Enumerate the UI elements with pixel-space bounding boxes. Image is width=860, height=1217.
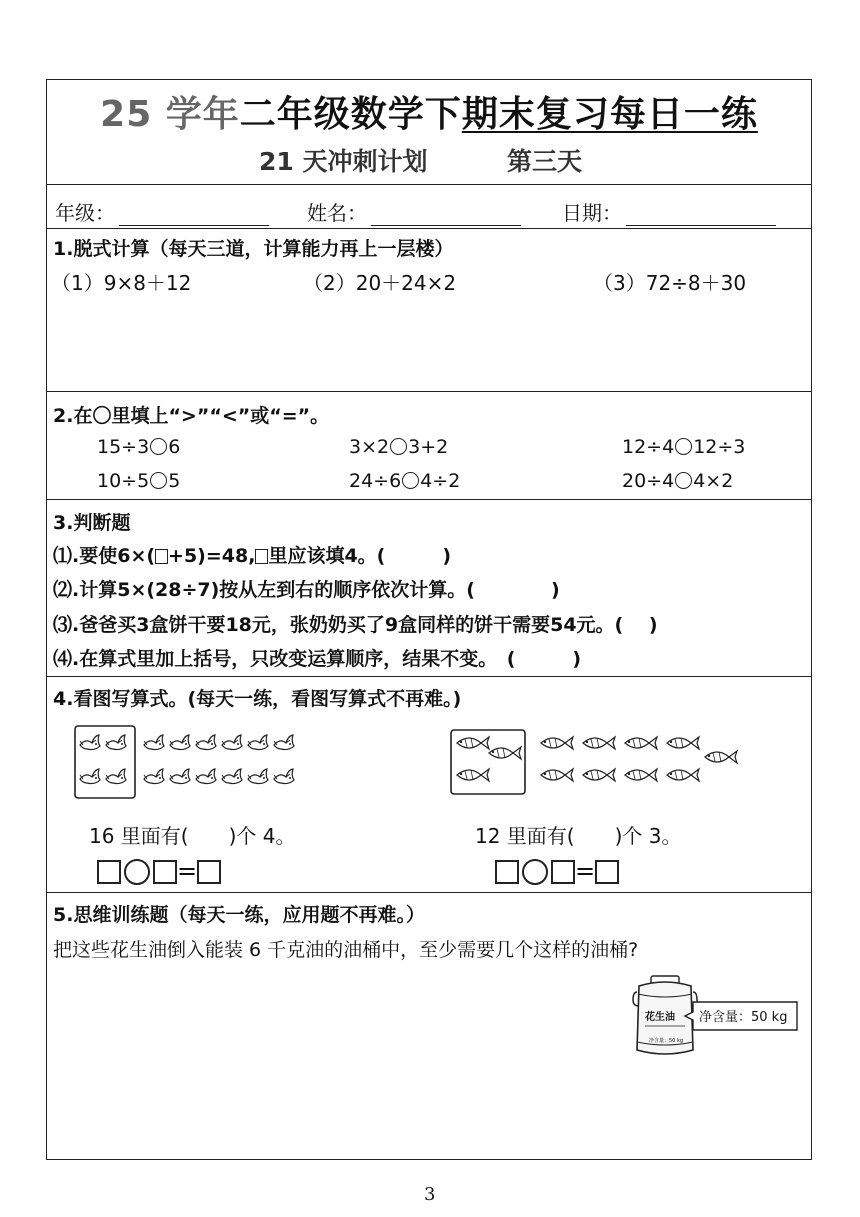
plan-subtitle: 21 天冲刺计划	[259, 147, 428, 176]
divider	[47, 391, 811, 392]
fish-equation: =	[495, 857, 619, 885]
divider	[47, 228, 811, 229]
answer-box[interactable]	[495, 860, 519, 884]
blank-square	[255, 549, 268, 564]
answer-circle[interactable]	[675, 438, 692, 455]
fish-picture	[449, 728, 749, 796]
name-field[interactable]: 姓名：	[307, 197, 521, 226]
section-4-title: 4.看图写算式。(每天一练，看图写算式不再难。)	[53, 688, 462, 710]
compare-item: 3×2 3+2	[349, 436, 449, 458]
compare-item: 15÷3 6	[97, 436, 181, 458]
fish-question: 12 里面有( )个 3。	[475, 824, 682, 848]
date-field[interactable]: 日期：	[562, 197, 776, 226]
calc-item-3: （3）72÷8＋30	[593, 271, 747, 295]
page-number: 3	[424, 1184, 436, 1205]
answer-circle[interactable]	[402, 472, 419, 489]
judge-question-1: ⑴.要使6×( +5)=48, 里应该填4。( )	[53, 545, 452, 567]
answer-box[interactable]	[97, 860, 121, 884]
section-5-title: 5.思维训练题（每天一练，应用题不再难。）	[53, 904, 425, 926]
divider	[47, 184, 811, 185]
answer-box[interactable]	[153, 860, 177, 884]
barrel-small-label: 净含量：50 kg	[649, 1038, 684, 1044]
birds-picture	[73, 724, 323, 802]
answer-circle[interactable]	[150, 438, 167, 455]
operator-circle[interactable]	[124, 859, 150, 885]
bird-equation: =	[97, 857, 221, 885]
bird-question: 16 里面有( )个 4。	[89, 824, 296, 848]
judge-question-2: ⑵.计算5×(28÷7)按从左到右的顺序依次计算。( )	[53, 579, 560, 601]
compare-item: 10÷5 5	[97, 470, 181, 492]
judge-question-3: ⑶.爸爸买3盒饼干要18元，张奶奶买了9盒同样的饼干需要54元。( )	[53, 614, 658, 636]
answer-box[interactable]	[197, 860, 221, 884]
worksheet	[46, 79, 812, 1160]
day-label: 第三天	[507, 147, 583, 176]
barrel-label: 花生油	[645, 1012, 675, 1023]
net-weight-label: 净含量：50 kg	[699, 1010, 788, 1025]
calc-item-1: （1）9×8＋12	[51, 271, 192, 295]
word-problem: 把这些花生油倒入能装 6 千克油的油桶中，至少需要几个这样的油桶?	[53, 939, 639, 961]
divider	[47, 892, 811, 893]
answer-box[interactable]	[551, 860, 575, 884]
compare-item: 20÷4 4×2	[622, 470, 734, 492]
judge-question-4: ⑷.在算式里加上括号，只改变运算顺序，结果不变。 ( )	[53, 648, 582, 670]
blank-square	[155, 549, 168, 564]
compare-item: 12÷4 12÷3	[622, 436, 746, 458]
worksheet-title: 25 学年二年级数学下期末复习每日一练	[100, 94, 758, 135]
section-2-title: 2.在〇里填上“>”“<”或“=”。	[53, 405, 330, 427]
section-1-title: 1.脱式计算（每天三道，计算能力再上一层楼）	[53, 238, 454, 260]
answer-circle[interactable]	[675, 472, 692, 489]
grade-field[interactable]: 年级：	[55, 197, 269, 226]
calc-item-2: （2）20＋24×2	[303, 271, 457, 295]
divider	[47, 676, 811, 677]
divider	[47, 499, 811, 500]
answer-circle[interactable]	[150, 472, 167, 489]
answer-circle[interactable]	[390, 438, 407, 455]
section-3-title: 3.判断题	[53, 512, 131, 534]
compare-item: 24÷6 4÷2	[349, 470, 461, 492]
operator-circle[interactable]	[522, 859, 548, 885]
answer-box[interactable]	[595, 860, 619, 884]
